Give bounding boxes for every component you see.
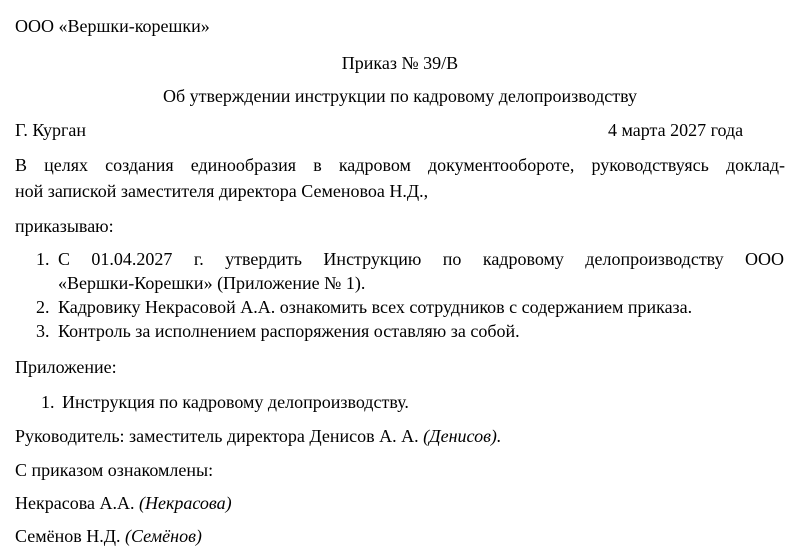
order-subject: Об утверждении инструкции по кадровому делопроизводству (162, 86, 638, 106)
person-name: Семёнов Н.Д. (15, 526, 121, 546)
list-item-text: Кадровику Некрасовой А.А. ознакомить всех сотрудников с содержанием приказа. (58, 297, 693, 317)
appendix-label: Приложение: (15, 357, 117, 377)
list-item-number: 2. (36, 297, 50, 317)
order-date: 4 марта 2027 года (608, 120, 744, 140)
head-signature: (Денисов). (423, 426, 502, 446)
acknowledged-person (15, 525, 202, 547)
order-title: Приказ № 39/В (341, 53, 459, 73)
person-name: Некрасова А.А. (15, 493, 135, 513)
preamble-line-1: В целях создания единообразия в кадровом документообороте, руководствуясь доклад- (15, 155, 785, 175)
person-signature: (Некрасова) (138, 493, 232, 513)
list-item-text-line-2: «Вершки-Корешки» (Приложение № 1). (58, 273, 366, 293)
appendix-item-text: Инструкция по кадровому делопроизводству. (62, 392, 409, 412)
acknowledged-label: С приказом ознакомлены: (15, 460, 214, 480)
list-item-text-line-1: С 01.04.2027 г. утвердить Инструкцию по кадровому делопроизводству ООО (58, 249, 784, 269)
order-word: приказываю: (15, 216, 114, 236)
head-label: Руководитель: заместитель директора Денисов А. А. (15, 426, 419, 446)
city: Г. Курган (15, 120, 87, 140)
list-item-number: 3. (36, 321, 50, 341)
head-line (15, 425, 501, 447)
person-signature: (Семёнов) (125, 526, 202, 546)
preamble-line-2: ной запиской заместителя директора Семеновоа Н.Д., (15, 181, 429, 201)
list-item-number: 1. (36, 249, 50, 269)
list-item-text: Контроль за исполнением распоряжения оставляю за собой. (58, 321, 520, 341)
organization-name: ООО «Вершки-корешки» (15, 16, 210, 36)
appendix-item-number: 1. (41, 392, 55, 412)
acknowledged-person (15, 492, 232, 514)
